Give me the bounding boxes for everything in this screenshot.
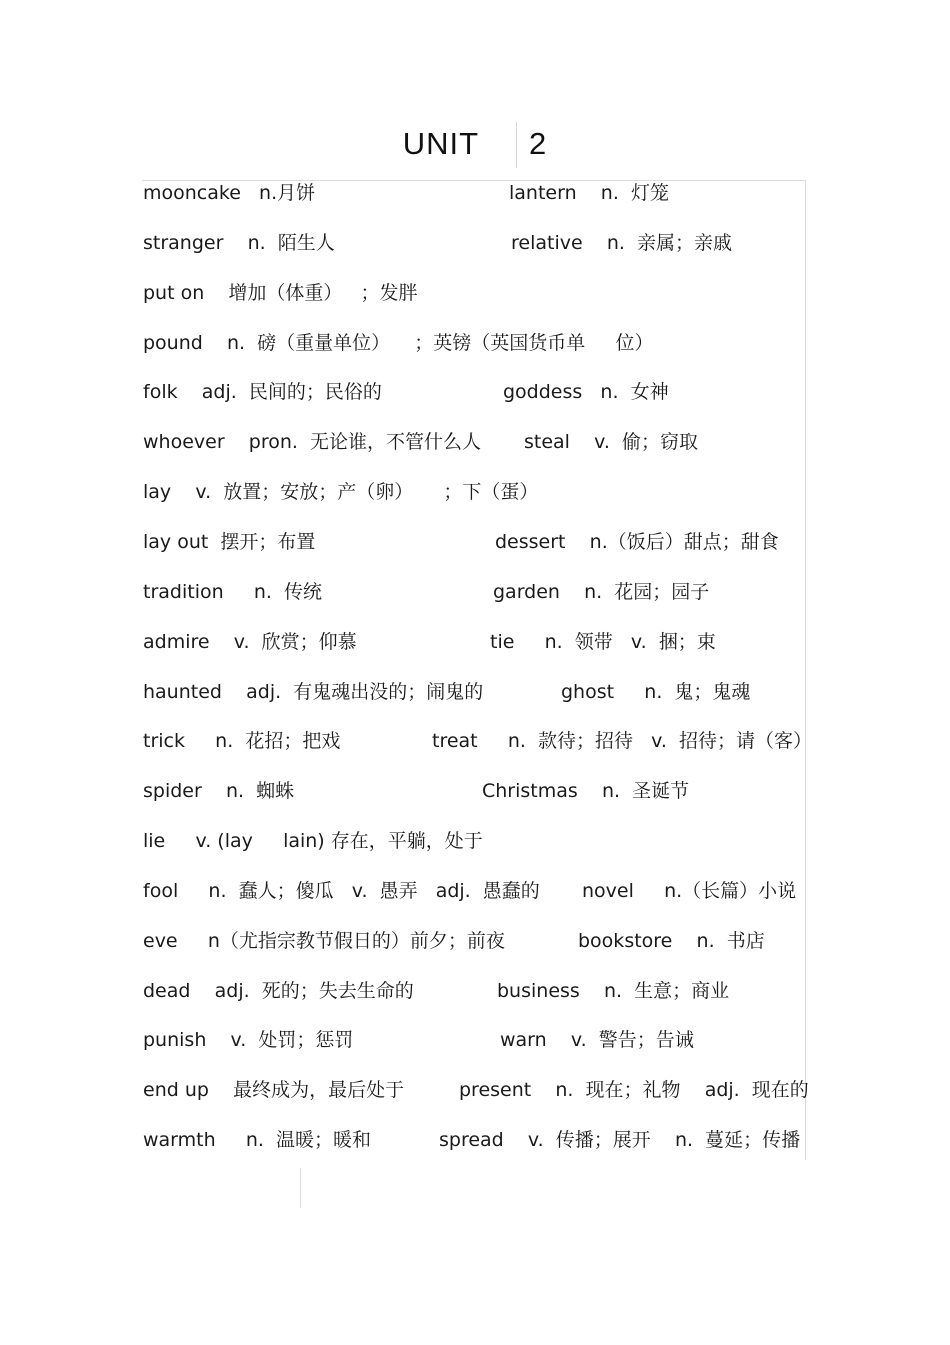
vocab-entry-left: lie v. (lay lain) 存在，平躺，处于: [143, 830, 483, 853]
page-title: [0, 126, 950, 162]
vocab-entry-right: novel n.（长篇）小说: [582, 879, 797, 902]
vocab-entry-right: Christmas n. 圣诞节: [482, 780, 690, 803]
vocab-entry-right: lantern n. 灯笼: [509, 182, 669, 204]
vocab-entry-left: eve n（尤指宗教节假日的）前夕；前夜: [143, 929, 505, 952]
vocab-entry-right: bookstore n. 书店: [578, 929, 765, 952]
frame-stub-line: [300, 1168, 301, 1208]
vocab-entry-right: treat n. 款待；招待 v. 招待；请（客）: [432, 730, 812, 753]
vocab-entry-right: dessert n.（饭后）甜点；甜食: [495, 530, 779, 553]
vocab-entry-left: trick n. 花招；把戏: [143, 730, 341, 753]
vocab-entry-left: punish v. 处罚；惩罚: [143, 1029, 354, 1052]
vocab-entry-left: spider n. 蜘蛛: [143, 780, 295, 803]
vocab-entry-right: business n. 生意；商业: [497, 979, 730, 1002]
vocab-entry-left: stranger n. 陌生人: [143, 231, 335, 254]
vocab-entry-left: whoever pron. 无论谁，不管什么人: [143, 431, 482, 454]
vocab-entry-right: tie n. 领带 v. 捆；束: [490, 630, 716, 653]
vocab-entry-left: admire v. 欣赏；仰慕: [143, 630, 357, 653]
vocab-entry-left: warmth n. 温暖；暖和: [143, 1129, 372, 1152]
vocab-entry-right: garden n. 花园；园子: [493, 580, 710, 603]
vocab-entry-right: relative n. 亲属；亲戚: [511, 231, 732, 254]
vocab-entry-left: tradition n. 传统: [143, 580, 322, 603]
title-unit: UNIT: [402, 126, 480, 161]
vocab-entry-left: dead adj. 死的；失去生命的: [143, 979, 414, 1002]
vocab-entry-left: folk adj. 民间的；民俗的: [143, 381, 382, 404]
vocab-entry-left: lay v. 放置；安放；产（卵） ；下（蛋）: [143, 481, 539, 504]
vocab-entry-left: pound n. 磅（重量单位） ；英镑（英国货币单 位）: [143, 331, 654, 354]
vocab-entry-left: haunted adj. 有鬼魂出没的；闹鬼的: [143, 680, 484, 703]
vocab-entry-right: goddess n. 女神: [503, 381, 669, 404]
vocab-entry-right: warn v. 警告；告诫: [500, 1029, 694, 1052]
vocab-entry-left: lay out 摆开；布置: [143, 530, 316, 553]
vocab-entry-left: end up 最终成为，最后处于: [143, 1079, 405, 1102]
vocab-entry-right: ghost n. 鬼；鬼魂: [561, 680, 751, 703]
title-number: 2: [529, 126, 548, 161]
vocab-entry-right: steal v. 偷；窃取: [524, 431, 699, 454]
vocab-entry-left: put on 增加（体重） ；发胖: [143, 281, 418, 304]
vocab-entry-right: present n. 现在；礼物 adj. 现在的: [459, 1079, 809, 1102]
vocab-entry-right: spread v. 传播；展开 n. 蔓延；传播: [439, 1129, 801, 1152]
vocab-entry-left: fool n. 蠢人；傻瓜 v. 愚弄 adj. 愚蠢的: [143, 879, 540, 902]
vocab-entry-left: mooncake n.月饼: [143, 182, 316, 204]
